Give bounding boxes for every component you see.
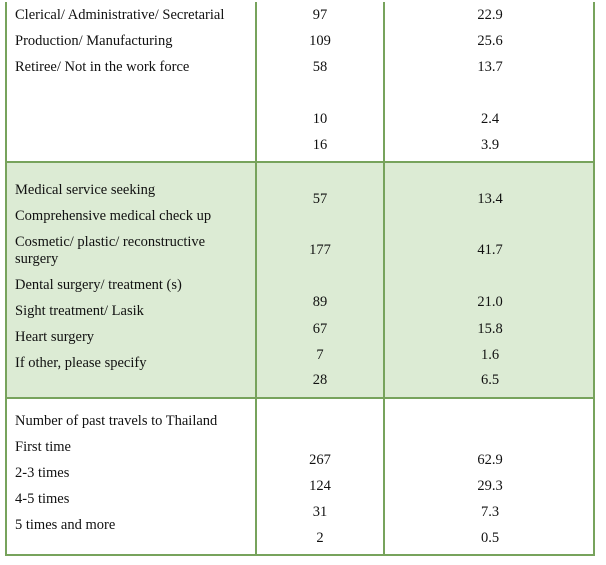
count-cell: 28 [312,372,328,388]
section-divider [5,161,595,163]
row-label: Dental surgery/ treatment (s) [15,277,182,293]
percent-cell: 7.3 [480,504,500,520]
percent-cell: 29.3 [477,478,503,494]
percent-cell: 13.7 [477,59,503,75]
table-border-bottom [5,554,595,556]
percent-cell: 3.9 [480,137,500,153]
row-label: If other, please specify [15,355,147,371]
percent-cell: 2.4 [480,111,500,127]
data-table [5,2,595,556]
table-border-left [5,2,7,556]
section-occupation [5,2,595,162]
count-cell: 124 [309,478,331,494]
count-cell: 7 [316,347,324,363]
count-cell: 67 [312,321,328,337]
count-cell: 2 [316,530,324,546]
count-cell: 109 [309,33,331,49]
count-cell: 267 [309,452,331,468]
row-label: Comprehensive medical check up [15,208,212,224]
percent-cell: 25.6 [477,33,503,49]
count-cell: 31 [312,504,328,520]
column-divider [383,2,385,556]
row-label: Cosmetic/ plastic/ reconstructive surgery [15,234,206,267]
table-border-right [593,2,595,556]
count-cell: 89 [312,294,328,310]
row-label: 5 times and more [15,517,116,533]
row-label: Number of past travels to Thailand [15,413,218,429]
percent-cell: 1.6 [480,347,500,363]
row-label: First time [15,439,71,455]
percent-cell: 15.8 [477,321,503,337]
count-cell: 58 [312,59,328,75]
row-label: Production/ Manufacturing [15,33,173,49]
section-past-travels [5,398,595,556]
row-label: Clerical/ Administrative/ Secretarial [15,7,225,23]
count-cell: 10 [312,111,328,127]
percent-cell: 0.5 [480,530,500,546]
percent-cell: 13.4 [477,191,503,207]
row-label: Heart surgery [15,329,95,345]
section-divider [5,397,595,399]
column-divider [255,2,257,556]
percent-cell: 21.0 [477,294,503,310]
percent-cell: 62.9 [477,452,503,468]
row-label: Sight treatment/ Lasik [15,303,144,319]
percent-cell: 41.7 [477,242,503,258]
count-cell: 97 [312,7,328,23]
count-cell: 177 [309,242,331,258]
count-cell: 16 [312,137,328,153]
percent-cell: 22.9 [477,7,503,23]
section-purpose [5,162,595,398]
percent-cell: 6.5 [480,372,500,388]
row-label: 2-3 times [15,465,70,481]
row-label: 4-5 times [15,491,70,507]
count-cell: 57 [312,191,328,207]
row-label: Retiree/ Not in the work force [15,59,190,75]
row-label: Medical service seeking [15,182,156,198]
